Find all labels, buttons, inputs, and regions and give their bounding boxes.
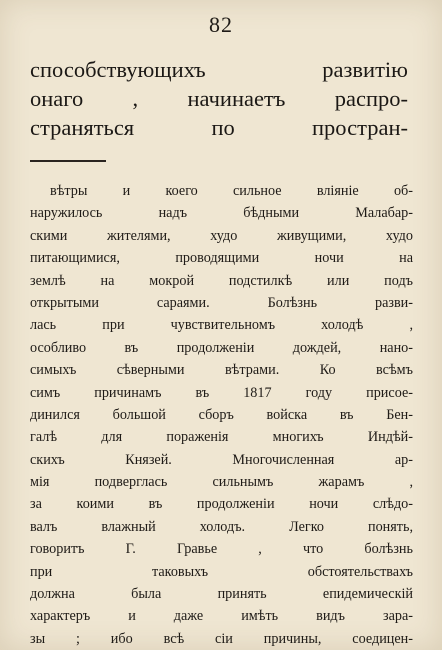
footnote-line: симъ причинамъ въ 1817 году присое- — [30, 384, 413, 401]
footnote-line: симыхъ сѣверными вѣтрами. Ко всѣмъ — [30, 362, 413, 379]
footnote-line: открытыми сараями. Болѣзнь разви- — [30, 294, 413, 311]
main-text-line: способствующихъ развитію — [30, 57, 408, 82]
footnote-line: скихъ Князей. Многочисленная ар- — [30, 451, 413, 468]
page-number: 82 — [209, 12, 233, 37]
footnote-line: должна была принять епидемическій — [30, 586, 413, 603]
footnote-line: особливо въ продолженіи дождей, нано- — [30, 339, 413, 356]
footnote-line: землѣ на мокрой подстилкѣ или подъ — [30, 272, 413, 289]
footnote-line: говоритъ Г. Гравье , что болѣзнь — [30, 541, 413, 558]
footnote-line: вѣтры и коего сильное вліяніе об- — [50, 183, 413, 199]
footnote-line: зы ; ибо всѣ сіи причины, соедицен- — [30, 630, 413, 647]
main-text — [30, 55, 408, 142]
footnote-line: характеръ и даже имѣть видъ зара- — [30, 608, 413, 625]
footnote-line: мія подверглась сильнымъ жарамъ , — [30, 474, 413, 491]
footnote-text — [30, 180, 413, 650]
main-text-line: страняться по простран- — [30, 115, 408, 140]
footnote-line: валъ влажный холодъ. Легко понять, — [30, 518, 413, 535]
footnote-line: скими жителями, худо живущими, худо — [30, 227, 413, 244]
footnote-line: наружилось надъ бѣдными Малабар- — [30, 205, 413, 222]
footnote-line: динился большой сборъ войска въ Бен- — [30, 406, 413, 423]
footnote-line: при таковыхъ обстоятельствахъ — [30, 563, 413, 580]
main-text-line: онаго , начинаетъ распро- — [30, 86, 408, 111]
footnote-separator-rule — [30, 160, 106, 162]
footnote-line: за коими въ продолженіи ночи слѣдо- — [30, 496, 413, 513]
footnote-line: галѣ для пораженія многихъ Индѣй- — [30, 429, 413, 446]
footnote-line: лась при чувствительномъ холодѣ , — [30, 317, 413, 334]
footnote-line: питающимися, проводящими ночи на — [30, 250, 413, 267]
